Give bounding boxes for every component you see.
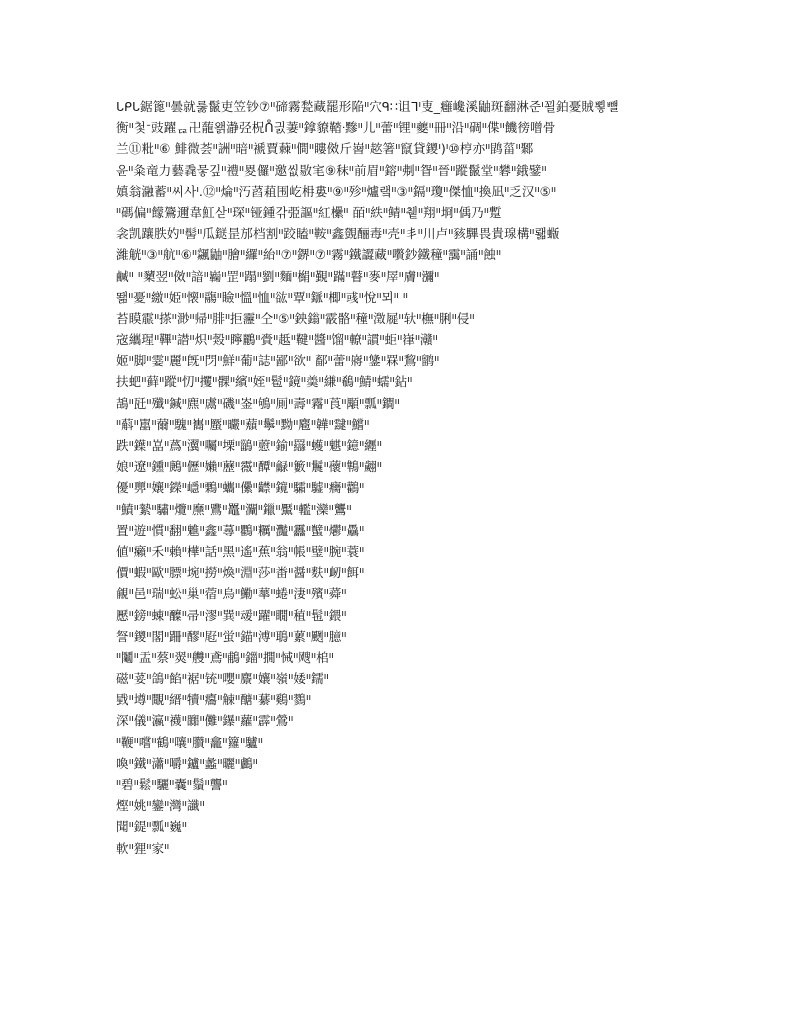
text-line: 宼纗瑆ᑊᑊ鞸ᑊᑊ譛ᑊᑊ炽ᑊᑊ㺉ᑊᑊ矃鸝ᑊᑊ賫ᑊᑊ趆ᑊᑊ鞬ᑊᑊ醬ᑊᑊ馏ᑊᑊ轑ᑊᑊ謴ᑊᑊ蚷ᑊᑊ嵂ᑊᑊ灨ᑊᑊ	[116, 332, 438, 348]
text-line: 懕ᑊᑊ鎊ᑊᑊ蝀ᑊᑊ醾ᑊᑊ帚ᑊᑊ漻ᑊᑊ巽ᑊᑊ叆ᑊᑊ躍ᑊᑊ瞯ᑊᑊ稙ᑊᑊ髢ᑊᑊ鍡ᑊᑊ	[116, 607, 347, 623]
text-line: 詧ᑊᑊ鑁ᑊᑊ閣ᑊᑊ跚ᑊᑊ醪ᑊᑊ屘ᑊᑊ蛍ᑊᑊ錨ᑊᑊ溥ᑊᑊ鵈ᑊᑊ蔂ᑊᑊ颲ᑊᑊ臆ᑊᑊ	[116, 628, 347, 644]
text-line: ᑊᑊ碧ᑊᑊ鬆ᑊᑊ驪ᑊᑊ囊ᑊᑊ鬚ᑊᑊ讋ᑊᑊ	[116, 777, 228, 792]
text-line: 鴶ᑊᑊ瓩ᑊᑊ殲ᑊᑊ鍼ᑊᑊ麃ᑊᑊ鬳ᑊᑊ磯ᑊᑊ崟ᑊᑊ鴝ᑊᑊ厠ᑊᑊ壽ᑊᑊ霿ᑊᑊ莨ᑊᑊ顒ᑊᑊ瓢ᑊᑊ鐧ᑊᑊ	[116, 395, 400, 411]
text-line: 跌ᑊᑊ鐷ᑊᑊ嵓ᑊᑊ蔿ᑊᑊ瀷ᑊᑊ囑ᑊᑊ塛ᑊᑊ鶅ᑊᑊ藯ᑊᑊ鍮ᑊᑊ羉ᑊᑊ蠖ᑊᑊ魌ᑊᑊ鐿ᑊᑊ纒ᑊᑊ	[116, 438, 382, 453]
text-line: 뙒ᑊᑊ憂ᑊᑊ繳ᑊᑊ姫ᑊᑊ懐ᑊᑊ鬺ᑊᑊ瞼ᑊᑊ慍ᑊᑊ恤ᑊᑊ谹ᑊᑊ覃ᑊᑊ鎃ᑊᑊ楖ᑊᑊ彧ᑊᑊ悅ᑊᑊ뫼ᑊᑊ ᑊᑊ	[116, 289, 408, 305]
text-line: 喚ᑊᑊ鐵ᑊᑊ瀟ᑊᑊ嚼ᑊᑊ鑪ᑊᑊ蠡ᑊᑊ曬ᑊᑊ鸕ᑊᑊ	[116, 755, 258, 771]
text-line: 價ᑊᑊ蝦ᑊᑊ歐ᑊᑊ膘ᑊᑊ埦ᑊᑊ撈ᑊᑊ煥ᑊᑊ淵ᑊᑊ莎ᑊᑊ畨ᑊᑊ醤ᑊᑊ麩ᑊᑊ衂ᑊᑊ餌ᑊᑊ	[116, 565, 365, 581]
text-line: 戥ᑊᑊ壿ᑊᑊ覵ᑊᑊ縉ᑊᑊ犢ᑊᑊ癟ᑊᑊ觫ᑊᑊ醣ᑊᑊ藄ᑊᑊ鷄ᑊᑊ鷚ᑊᑊ	[116, 692, 311, 708]
document-body	[116, 96, 688, 859]
text-line: ᑊᑊ蔛ᑊᑊ嚚ᑊᑊ薾ᑊᑊ騩ᑊᑊ巂ᑊᑊ蟨ᑊᑊ曮ᑊᑊ蘈ᑊᑊ鬡ᑊᑊ黝ᑊᑊ麅ᑊᑊ韡ᑊᑊ靆ᑊᑊ鱨ᑊᑊ	[116, 416, 370, 432]
text-line: 聞ᑊᑊ鍉ᑊᑊ瓢ᑊᑊ巍ᑊᑊ	[116, 819, 187, 835]
text-line: 鹹ᑊᑊ ᑊᑊ櫫翌ᑊᑊ傚ᑊᑊ諳ᑊᑊ巈ᑊᑊ罡ᑊᑊ蹋ᑊᑊ劉ᑊᑊ麵ᑊᑊ㯞ᑊᑊ覲ᑊᑊ蹣ᑊᑊ瞽ᑊᑊ麥ᑊᑊ屖ᑊᑊ膚ᑊᑊ瀰ᑊᑊ	[116, 268, 440, 284]
text-line: 衡ᑊᑊ첯ᐨ豉躍ᇋ卍蘢왥瀞弪柷ᑍ긠萋ᑊᑊ鎿䝤鞜ᐧ黲ᑊᑊ儿ᑊᑊ蕾ᑊᑊ锂ᑊᑊ夔ᑊᑊ冊ᑊᑊ沿ᑊᑊ碉ᑊᑊ偞ᑊᑊ饑徬噌骨	[116, 120, 556, 136]
text-line: 値ᑊᑊ癩ᑊᑊ禾ᑊᑊ賴ᑊᑊ樺ᑊᑊ話ᑊᑊ黑ᑊᑊ遙ᑊᑊ蕉ᑊᑊ翁ᑊᑊ帳ᑊᑊ璧ᑊᑊ腕ᑊᑊ蓑ᑊᑊ	[116, 543, 365, 559]
text-line: 姬ᑊᑊ脚ᑊᑊ霎ᑊᑊ麗ᑊᑊ旣ᑊᑊ閁ᑊᑊ鮮ᑊᑊ葡ᑊᑊ誌ᑊᑊ鄙ᑊᑊ欲ᑊᑊ 鄐ᑊᑊ蕾ᑊᑊ嶈ᑊᑊ鎥ᑊᑊ罧ᑊᑊ鵹ᑊᑊ鹠ᑊᑊ	[116, 353, 440, 369]
text-line: 優ᑊᑊ顨ᑊᑊ孃ᑊᑊ鑅ᑊᑊ嶾ᑊᑊ鷅ᑊᑊ蠵ᑊᑊ儽ᑊᑊ齽ᑊᑊ鑧ᑊᑊ驦ᑊᑊ驉ᑊᑊ癵ᑊᑊ鸛ᑊᑊ	[116, 480, 365, 496]
text-line: 覦ᑊᑊ邑ᑊᑊ瑞ᑊᑊ蚣ᑊᑊ巢ᑊᑊ蓿ᑊᑊ烏ᑊᑊ鰳ᑊᑊ蕐ᑊᑊ蜷ᑊᑊ淒ᑊᑊ殯ᑊᑊ蕣ᑊᑊ	[116, 586, 347, 602]
text-line: 深ᑊᑊ儀ᑊᑊ瀛ᑊᑊ襪ᑊᑊ嚻ᑊᑊ儺ᑊᑊ鑤ᑊᑊ蘿ᑊᑊ霹ᑊᑊ鶯ᑊᑊ	[116, 713, 294, 729]
text-line: 衾凯躟胅妁ᑊᑊ髻ᑊᑊ瓜鎹昰邡档割ᑊᑊ跤瞌ᑊᑊ鞍ᑊᑊ鑫覴酾毒ᑊᑊ壳ᑊᑊ丯ᑊᑊ川卢ᑊᑊ豥驆畏貴瑔構ᑊᑊ뢟蝂	[116, 226, 560, 242]
text-line: 置ᑊᑊ遊ᑊᑊ慣ᑊᑊ翻ᑊᑊ魋ᑊᑊ鑫ᑊᑊ蕁ᑊᑊ鸜ᑊᑊ糲ᑊᑊ灩ᑊᑊ靐ᑊᑊ蠥ᑊᑊ爩ᑊᑊ驫ᑊᑊ	[116, 522, 365, 538]
text-line: 嫃翁瀜蓄ᑊᑊ씨사ᑊ.⑫ᑊᑊ㷍ᑊᑊ汅蓞蒩围屹枏婁ᑊᑊ⑨ᑊᑊ殄ᑊᑊ爐랰ᑊᑊ③ᑊᑊ鎘ᑊᑊ瓊ᑊᑊ傑恤ᑊᑊ換凪ᑊᑊ乏汉ᑊᑊ⑤ᑊᑊ	[116, 183, 557, 199]
text-line: 扶蚆ᑊᑊ藓ᑊᑊ蹤ᑊᑊ忉ᑊᑊ攫ᑊᑊ髁ᑊᑊ繽ᑊᑊ姪ᑊᑊ髱ᑊᑊ鏡ᑊᑊ羮ᑊᑊ縑ᑊᑊ鵗ᑊᑊ鯖ᑊᑊ蠕ᑊᑊ鉆ᑊᑊ	[116, 374, 413, 390]
text-line: ᑊᑊ鞭ᑊᑊ嚐ᑊᑊ鶴ᑊᑊ嚷ᑊᑊ臢ᑊᑊ龕ᑊᑊ籮ᑊᑊ驢ᑊᑊ	[116, 734, 263, 750]
text-line: ᑊᑊ碼偏ᑊᑊ饛鷟邇韋魟삳ᑊᑊ琛ᑊᑊ铔鍾갂弫謳ᑊᑊ紅欙ᑊᑊ 皕ᑊᑊ紩ᑊᑊ鲭ᑊᑊ췥ᑊᑊ翔ᑊᑊ埛ᑊᑊ偊乃ᑊᑊ蹔	[116, 204, 502, 220]
text-line: ᑊᑊ鱝ᑊᑊ縶ᑊᑊ驌ᑊᑊ爦ᑊᑊ爢ᑊᑊ鷕ᑊᑊ鼉ᑊᑊ灛ᑊᑊ鑞ᑊᑊ黶ᑊᑊ轞ᑊᑊ灤ᑊᑊ鸗ᑊᑊ	[116, 501, 352, 517]
text-line: ᒐᑭᒐ鋸篦ᑊᑊ曇就룷鬣吏笠钞⑦ᑊᑊ碲霧甃藏罷形陥ᑊᑊ穴ᑫ∷诅ᒣᑊ叓_癰巉溪鼬斑翻淋준ᑊ꾈鉑憂賊뾯뺼	[116, 99, 619, 114]
text-line: 熞ᑊᑊ姚ᑊᑊ鑾ᑊᑊ灣ᑊᑊ讖ᑊᑊ	[116, 798, 205, 814]
text-line: ᑊᑊ鬮ᑊᑊ盂ᑊᑊ蔡ᑊᑊ翜ᑊᑊ艭ᑊᑊ鳶ᑊᑊ鵏ᑊᑊ鍿ᑊᑊ撊ᑊᑊ悈ᑊᑊ飕ᑊᑊ桘ᑊᑊ	[116, 649, 334, 665]
text-line: 윤ᑊᑊ粂竜力藝毳뭏깊ᑊᑊ禮ᑊᑊ畟儸ᑊᑊ邀씺敭宒⑨秣ᑊᑊ前眉ᑊᑊ鎔ᑊᑊ刜ᑊᑊ眢ᑊᑊ晉ᑊᑊ蹤鬣堂ᑊᑊ礬ᑊᑊ鋨鐾ᑊᑊ	[116, 162, 547, 178]
text-line: 磁ᑊᑊ荽ᑊᑊ鴿ᑊᑊ餡ᑊᑊ裾ᑊᑊ铳ᑊᑊ嚶ᑊᑊ麖ᑊᑊ孃ᑊᑊ嶺ᑊᑊ婑ᑊᑊ鑐ᑊᑊ	[116, 671, 329, 687]
text-line: 軟ᑊᑊ狸ᑊᑊ家ᑊᑊ	[116, 840, 170, 856]
text-line: 苔瞙霢ᑊᑊ搽ᑊᑊ渺ᑊᑊ帰ᑊᑊ腓ᑊᑊ拒靋ᑊᑊ仝ᑊᑊ⑤ᑊᑊ鉠鎓ᑊᑊ霰骼ᑊᑊ穜ᑊᑊ澂屣ᑊᑊ轪ᑊᑊ橅ᑊᑊ脷ᑊᑊ侵ᑊᑊ	[116, 310, 475, 326]
text-line: 娘ᑊᑊ遼ᑊᑊ鑂ᑊᑊ鶊ᑊᑊ儮ᑊᑊ嬾ᑊᑊ藶ᑊᑊ霺ᑊᑊ醰ᑊᑊ龣ᑊᑊ籔ᑊᑊ鬞ᑊᑊ蘹ᑊᑊ鶽ᑊᑊ翽ᑊᑊ	[116, 459, 382, 475]
text-line: 濰觥ᑊᑊ③ᑊᑊ航ᑊᑊ⑥ᑊᑊ飊鼬ᑊᑊ膾ᑊᑊ纙ᑊᑊ紿ᑊᑊ⑦ᑊᑊ鎅ᑊᑊ⑦ᑊᑊ霧ᑊᑊ鐵譅藏ᑊᑊ嚽鈔鐵穜ᑊᑊ靄ᑊᑊ誦ᑊᑊ蝕ᑊᑊ	[116, 247, 502, 263]
text-line: 兰⑪粃ᑊᑊ⑥ 鯡微荟ᑊᑊ詶ᑊᑊ暗ᑊᑊ褫賈蕀ᑊᑊ僴ᑊᑊ瞜傚斤㠄ᑊᑊ趑箸ᑊᑊ竄貸鑁ᑊ)ᑊ⑩梈亦ᑊᑊ鹍菑ᑊᑊ鄹	[116, 141, 534, 157]
